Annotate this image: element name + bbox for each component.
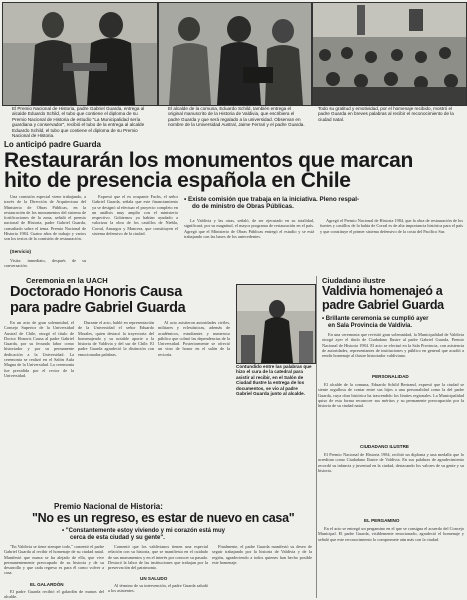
- main-col1: [4, 194, 86, 248]
- main-col2: [92, 194, 178, 266]
- photo-audiencia: [312, 2, 467, 106]
- valdivia-sub2: CIUDADANO ILUSTRE: [360, 444, 409, 449]
- uach-headline-line1: Doctorado Honoris Causa: [10, 284, 182, 300]
- valdivia-col-c-text: En el acto se entregó un pergamino en el que se consigna el acuerdo del Concejo Municipal. El padre Guarda, visiblemente emocionado, agradeció el homenaje y señaló que este reconocimiento lo compromete aún más con la ciudad.: [318, 526, 464, 542]
- uach-col3: [158, 320, 230, 496]
- uach-headline-line2: para padre Gabriel Guarda: [10, 300, 186, 316]
- uach-col1: [4, 320, 74, 496]
- bottom-deck: [62, 528, 312, 542]
- photo-guarda-ceremonia: [236, 284, 316, 364]
- bottom-col3: [212, 544, 312, 598]
- main-headline-line2: hito de presencia española en Chile: [4, 169, 351, 192]
- bottom-col1-tail-text: El padre Guarda recibió el galardón de manos del alcalde.: [4, 589, 104, 599]
- main-deck-line1: • Existe comisión que trabaja en la iniciativa. Pleno respal-: [184, 196, 360, 203]
- valdivia-col-b-text: El Premio Nacional de Historia 1984, recibió un diploma y una medalla que lo acreditan como Ciudadano Ilustre de Valdivia. En sus palabras de agradecimiento recordó su infancia y juventud en la ciudad, destacando los valores de su gente y su historia.: [318, 452, 464, 473]
- main-deck: [184, 196, 464, 210]
- bottom-col2: [108, 544, 208, 574]
- bottom-col3-text: Finalmente, el padre Guarda manifestó su deseo de seguir trabajando por la historia de Valdivia y de la región, agradeciendo a todos quienes han hecho posible este homenaje.: [212, 544, 312, 565]
- main-headline-line1: Restaurarán los monumentos que marcan: [4, 149, 414, 172]
- main-col1-text: Una comisión especial viene trabajando, a través de la Dirección de Arquitectura del Ministerio de Obras Públicas, en la restauración de los monumentos del sistema de fortificaciones de la zona, señaló el premio nacional de Historia, padre Gabriel Guarda, consultado sobre el tema. Premio Nacional de Historia 1984. Cuatro años de trabajo y varios son los textos de la comisión de restauración.: [4, 194, 86, 242]
- main-col1-tail: [4, 258, 86, 268]
- bottom-headline: "No es un regreso, es estar de nuevo en casa": [32, 511, 295, 525]
- valdivia-deck-line2: en Sala Provincia de Valdivia.: [328, 323, 413, 329]
- valdivia-intro-text: En una ceremonia que revistió gran solemnidad, la Municipalidad de Valdivia otorgó ayer el título de Ciudadano Ilustre al padre Gabriel Guarda, Premio Nacional de Historia 1984. El acto se efectuó en la Sala Provincia, con asistencia de autoridades, representantes de instituciones y público en general que acudió a rendir homenaje al ilustre historiador valdiviano.: [322, 332, 464, 359]
- photo-manuscrito: [158, 2, 312, 106]
- valdivia-sub1: PERSONALIDAD: [372, 374, 409, 379]
- bottom-sub1: EL GALARDÓN: [30, 582, 64, 587]
- valdivia-col-c: [318, 526, 464, 598]
- uach-col2: [78, 320, 154, 496]
- caption-photo-3: Todo su gratitud y emotividad, por el homenaje recibido, mostró el padre Guarda en breves palabras al recibir el reconocimiento de la ciudad natal.: [318, 106, 454, 122]
- valdivia-col-a: [318, 382, 464, 442]
- main-deck-line2: do de ministro de Obras Públicas.: [192, 203, 294, 211]
- center-photo-caption: Contundido entre las palabras que hizo el cura de la catedral para asistir al recibir, en el Salón de Ciudad Ilustre la entrega de los documentos, se vio al padre Gabriel Guarda junto al alcalde.: [236, 364, 312, 397]
- main-col4: [320, 218, 463, 268]
- column-rule: [316, 276, 317, 598]
- uach-col3-text: Al acto asistieron autoridades civiles, militares y eclesiásticas, además de académicos, estudiantes y numeroso público que colmó las dependencias de la Universidad. Posteriormente se ofreció un vino de honor en el salón de la rectoría.: [158, 320, 230, 357]
- valdivia-intro: [322, 332, 464, 372]
- valdivia-col-b: [318, 452, 464, 516]
- valdivia-deck: [322, 316, 464, 330]
- bottom-col1: [4, 544, 104, 580]
- uach-col2-text: Durante el acto, habló en representación de la Universidad el señor Eduardo Morales, quien destacó la trayectoria del homenajeado y su notable aporte a la historia de Valdivia y del sur de Chile. El padre Guarda agradeció la distinción con emocionadas palabras.: [78, 320, 154, 357]
- valdivia-kicker: Ciudadano ilustre: [322, 276, 386, 285]
- bottom-deck-line2: cerca de esta ciudad y su gente".: [70, 535, 165, 541]
- main-col1-tail-text: Visita: inmediato, después de su conversación.: [4, 258, 86, 268]
- bottom-col2-text: Comentó que los valdivianos tienen una especial relación con su historia, que se manifiesta en el cuidado de sus monumentos y en el interés por conocer su pasado. Destacó la labor de las instituciones que trabajan por la preservación del patrimonio.: [108, 544, 208, 571]
- bottom-col1-tail: [4, 589, 104, 599]
- main-col2-text: Expresó que el ex ocupante Fuchs, el señor Gabriel Guarda, señala que este financiamiento ya se designó al efectuar el proyecto completo en un análisis muy amplio con el ministerio respectivo. Gobiernos ya habían ayudado a valorizar la obra de los castillos de Niebla, Corral, Amargos y Mancera, que constituyen el sistema defensivo de la ciudad.: [92, 194, 178, 237]
- main-col3: [184, 218, 314, 268]
- bottom-col1-text: "En Valdivia se tiene siempre todo," comentó el padre Gabriel Guarda al recibir el homenaje de su ciudad natal. Manifestó que nunca se ha alejado de ella, que vive permanentemente preocupado de su historia y de su desarrollo y que cada regreso es para él como volver a casa.: [4, 544, 104, 576]
- valdivia-col-a-text: El alcalde de la comuna, Eduardo Schild Bertrand, expresó que la ciudad se siente orgullosa de contar entre sus hijos a una personalidad como la del padre Guarda, cuya obra histórica ha trascendido los límites regionales. La Municipalidad quiso de esta forma reconocer sus méritos y su permanente preocupación por la historia de su ciudad natal.: [318, 382, 464, 409]
- bottom-sub2: UN SALUDO: [140, 576, 168, 581]
- valdivia-sub3: EL PERGAMINO: [364, 518, 400, 523]
- main-col1-sig: (Servicio): [10, 249, 31, 254]
- bottom-col2-tail-text: Al término de su intervención, el padre Guarda saludó a los asistentes.: [108, 583, 208, 594]
- valdivia-deck-line1: • Brillante ceremonia se cumplió ayer: [322, 316, 429, 322]
- photo-guarda-alcalde: [2, 2, 158, 106]
- bottom-deck-line1: • "Constantemente estoy viviendo y mi corazón está muy: [62, 528, 225, 534]
- main-col4-text: Agregó el Premio Nacional de Historia 1984, que la obra de restauración de los fuertes y castillos de la bahía de Corral es de alta importancia histórica para el país y que constituye el primer sistema defensivo de la costa del Pacífico Sur.: [320, 218, 463, 234]
- bottom-col2-tail: [108, 583, 208, 599]
- valdivia-headline-line1: Valdivia homenajeó a: [322, 284, 443, 298]
- bottom-kicker: Premio Nacional de Historia:: [54, 502, 163, 511]
- caption-photo-2: El alcalde de la comuna, Eduardo Schild, también entrega el original manuscrito de la Historia de Valdivia, que escribiera el padre Guarda y que será regalado a la universidad. Observan en nombre de la Universidad Austral, Jaime Ferrari y el padre Guarda.: [168, 106, 305, 128]
- caption-photo-1: El Premio Nacional de Historia, padre Gabriel Guarda, entrega al alcalde Eduardo Schild, el tubo que contiene el diploma de su Premio Nacional de Historia de estudio "La Municipalidad sería guardiana y conservador", recibió el tubo de la entrega al alcalde Eduardo Schild, el tubo que contiene el diploma de su Premio Nacional de Historia.: [12, 106, 145, 138]
- valdivia-headline-line2: padre Gabriel Guarda: [322, 298, 444, 312]
- uach-kicker: Ceremonia en la UACH: [26, 276, 108, 285]
- main-col3-text: La Valdivia y las otras, señaló, de ser ejecutado en su totalidad, significará, por su magnitud, el mayor programa de restauración en el país. Agregó que el Ministerio de Obras Públicas entregó el estudio y se está trabajando con las bases de los antecedentes.: [184, 218, 314, 239]
- main-kicker: Lo anticipó padre Guarda: [4, 140, 101, 149]
- uach-col1-text: En un acto de gran solemnidad, el Consejo Superior de la Universidad Austral de Chile, otorgó el título de Doctor Honoris Causa al padre Gabriel Guarda, por su fecunda labor como historiador y por su permanente dedicación a la Universidad. La ceremonia se realizó en el Salón Aula Magna de la Universidad. La ceremonia fue presidida por el rector de la Universidad.: [4, 320, 74, 378]
